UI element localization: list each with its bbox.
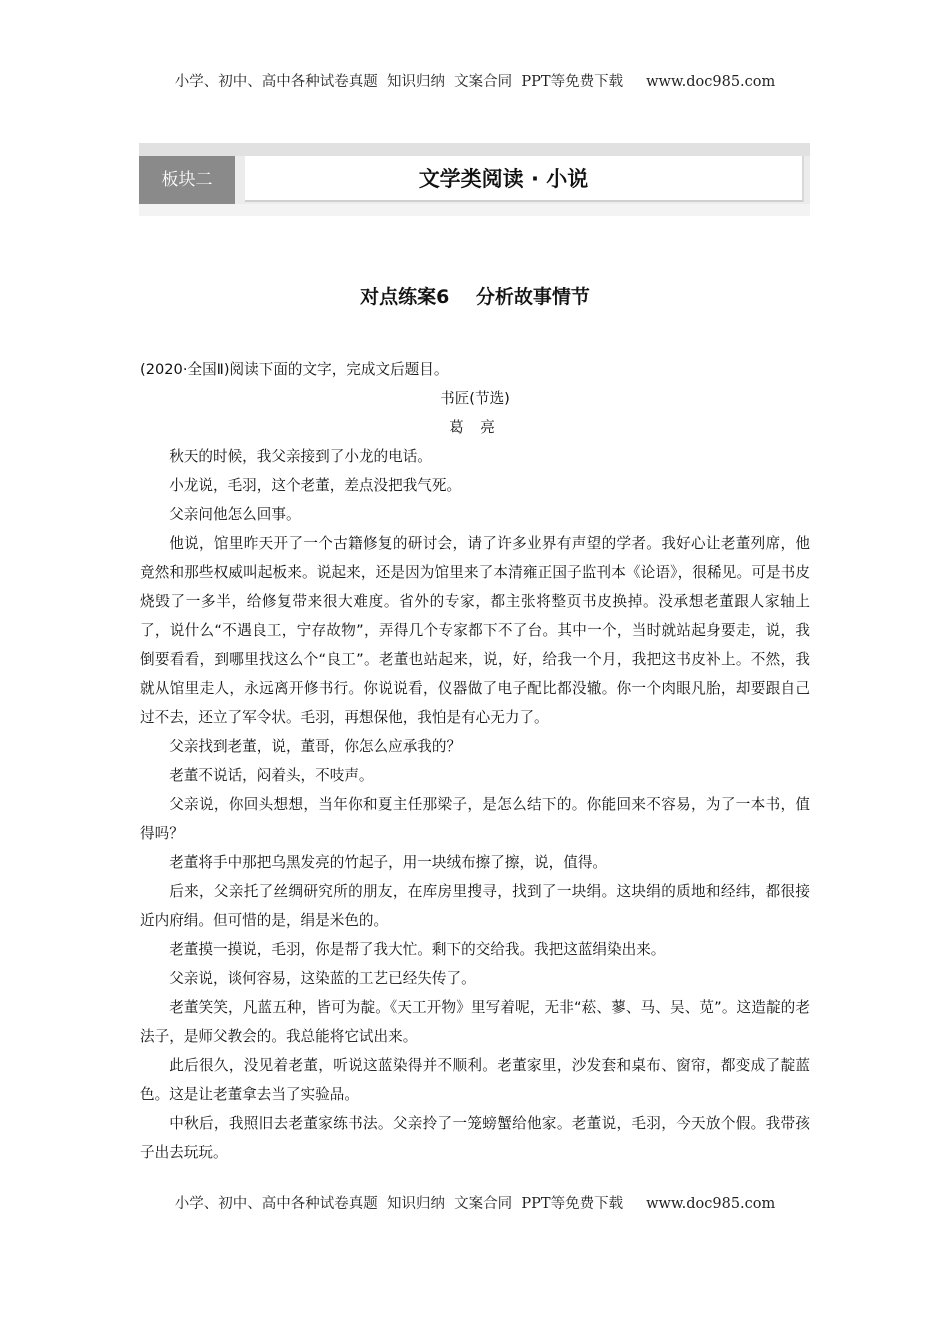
article-title: 书匠(节选) (440, 390, 510, 407)
exercise-title: 对点练案6 分析故事情节 (360, 286, 590, 308)
paragraph: 老董笑笑，凡蓝五种，皆可为靛。《天工开物》里写着呢，无非“菘、蓼、马、吴、苋”。这造靛的老法子，是师父教会的。我总能将它试出来。 (140, 999, 810, 1045)
document-body (140, 355, 810, 1167)
paragraph: 秋天的时候，我父亲接到了小龙的电话。 (169, 448, 432, 465)
header-top-strip (139, 143, 810, 156)
section-tag: 板块二 (139, 156, 235, 204)
paragraph: 老董将手中那把乌黑发亮的竹起子，用一块绒布擦了擦，说，值得。 (169, 854, 608, 871)
paragraph: 此后很久，没见着老董，听说这蓝染得并不顺利。老董家里，沙发套和桌布、窗帘，都变成了靛蓝色。这是让老董拿去当了实验品。 (140, 1057, 810, 1103)
header-banner: 小学、初中、高中各种试卷真题 知识归纳 文案合同 PPT等免费下载 www.doc985.com (174, 74, 776, 90)
paragraph: 父亲找到老董，说，董哥，你怎么应承我的？ (169, 738, 462, 755)
paragraph: 父亲说，谈何容易，这染蓝的工艺已经失传了。 (169, 970, 476, 987)
paragraph: 他说，馆里昨天开了一个古籍修复的研讨会，请了许多业界有声望的学者。我好心让老董列席，他竟然和那些权威叫起板来。说起来，还是因为馆里来了本清雍正国子监刊本《论语》，很稀见。可是书皮烧毁了一多半，给修复带来很大难度。省外的专家，都主张将整页书皮换掉。没承想老董跟人家轴上了，说什么“不遇良工，宁存故物”，弄得几个专家都下不了台。其中一个，当时就站起身要走，说，我倒要看看，到哪里找这么个“良工”。老董也站起来，说，好，给我一个月，我把这书皮补上。不然，我就从馆里走人，永远离开修书行。你说说看，仪器做了电子配比都没辙。你一个肉眼凡胎，却要跟自己过不去，还立了军令状。毛羽，再想保他，我怕是有心无力了。 (140, 535, 810, 726)
paragraph: 老董摸一摸说，毛羽，你是帮了我大忙。剩下的交给我。我把这蓝绢染出来。 (169, 941, 666, 958)
paragraph: 后来，父亲托了丝绸研究所的朋友，在库房里搜寻，找到了一块绢。这块绢的质地和经纬，都很接近内府绢。但可惜的是，绢是米色的。 (140, 883, 810, 929)
header-bottom-strip (139, 204, 810, 216)
paragraph: 中秋后，我照旧去老董家练书法。父亲拎了一笼螃蟹给他家。老董说，毛羽，今天放个假。我带孩子出去玩玩。 (140, 1115, 810, 1161)
instruction: (2020·全国Ⅱ)阅读下面的文字，完成文后题目。 (140, 361, 449, 378)
paragraph: 父亲说，你回头想想，当年你和夏主任那梁子，是怎么结下的。你能回来不容易，为了一本书，值得吗？ (140, 796, 810, 842)
paragraph: 小龙说，毛羽，这个老董，差点没把我气死。 (169, 477, 462, 494)
article-author: 葛 亮 (449, 419, 501, 436)
footer-banner: 小学、初中、高中各种试卷真题 知识归纳 文案合同 PPT等免费下载 www.doc985.com (174, 1196, 776, 1212)
section-header (139, 143, 810, 216)
paragraph: 父亲问他怎么回事。 (169, 506, 301, 523)
paragraph: 老董不说话，闷着头，不吱声。 (169, 767, 374, 784)
section-title: 文学类阅读 · 小说 (245, 156, 804, 202)
